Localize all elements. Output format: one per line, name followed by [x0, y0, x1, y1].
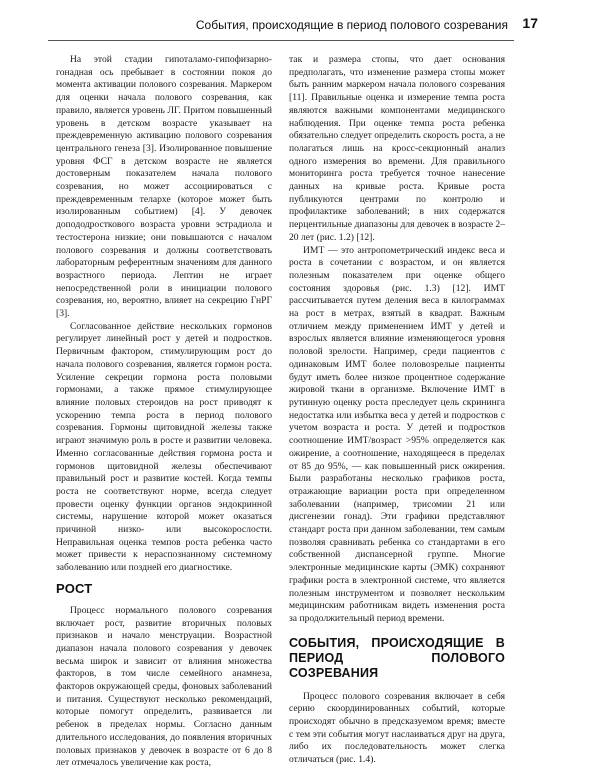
paragraph-puberty-events: Процесс полового созревания включает в себя серию скоординированных событий, которые происходят обычно в предсказуемом время; вместе с тем эти события могут наслаиваться друг на друга, либо их последовательность может слегка отличаться (рис. 1.4).	[289, 690, 505, 766]
page-number: 17	[522, 15, 538, 31]
paragraph-normal-puberty: Процесс нормального полового созревания включает рост, развитие вторичных половых признаков и начало менструации. Возрастной диапазон начала полового созревания у девочек весьма широк и зависит от влияния множества факторов, в том числе семейного анамнеза, факторов окружающей среды, фоновых заболеваний и питания. Существуют несколько рекомендаций, которые помогут определить, развивается ли ребенок в пределах нормы. Согласно данным длительного исследования, до появления вторичных половых признаков у девочек в возрасте от 6 до 8 лет отмечалось увеличение как роста,	[56, 604, 272, 769]
paragraph-bmi: ИМТ — это антропометрический индекс веса и роста в сочетании с возрастом, и он является полезным показателем при оценке общего состояния здоровья (рис. 1.3) [12]. ИМТ рассчитывается путем деления веса в килограммах на рост в метрах, взятый в квадрат. Важным отличием между применением ИМТ у детей и взрослых является влияние изменяющегося уровня половой зрелости. Например, среди пациентов с одинаковым ИМТ более половозрелые пациенты будут иметь более низкое процентное содержание жировой ткани в организме. Включение ИМТ в рутинную оценку роста преследует цель скрининга недостатка или избытка веса у детей и подростков с учетом возраста и роста. У детей и подростков соотношение ИМТ/возраст >95% определяется как ожирение, а соотношение, находящееся в пределах от 85 до 95%, — как повышенный риск ожирения. Были разработаны несколько графиков роста, отражающие вариации роста при определенном заболевании (например, трисомии 21 или дисгенезии гонад). Эти графики представляют стандарт роста при данном заболевании, тем самым позволяя сравнивать ребенка со стандартами в его собственной диспансерной группе. Многие электронные медицинские карты (ЭМК) сохраняют графики роста в электронной системе, что является полезным инструментом и позволяет нескольким медицинским работникам видеть изменения роста за продолжительный период времени.	[289, 244, 505, 624]
section-heading-rost: РОСТ	[56, 580, 93, 596]
section-heading-events: СОБЫТИЯ, ПРОИСХОДЯЩИЕ В ПЕРИОД ПОЛОВОГО СОЗРЕВАНИЯ	[289, 635, 505, 680]
running-header	[0, 0, 600, 44]
paragraph-hormones-growth: Согласованное действие нескольких гормонов регулирует линейный рост у детей и подростков. Первичным фактором, стимулирующим рост до начала полового созревания, является гормон роста. Усиление секреции гормона роста половыми гормонами, а также прямое стимулирующее влияние половых стероидов на рост приводят к ускорению темпа роста в период полового созревания. Гормоны щитовидной железы также играют значимую роль в росте и развитии человека. Именно согласованные действия гормона роста и гормонов щитовидной железы обеспечивают правильный рост и развитие костей. Когда темпы роста не соответствуют норме, всегда следует провести оценку функции органов эндокринной системы, нарушение которой может оказаться причиной низко- или высокорослости. Неправильная оценка темпов роста ребенка часто может привести к нераспознанному системному заболеванию или поздней его диагностике.	[56, 320, 272, 574]
right-column	[289, 54, 505, 767]
paragraph-growth-rate: так и размера стопы, что дает основания предполагать, что изменение размера стопы может быть ранним маркером начала полового созревания [11]. Правильные оценка и измерение темпа роста являются важными компонентами медицинского наблюдения. При оценке темпа роста ребенка обязательно следует определить скорость роста, а не полагаться лишь на кросс-секционный анализ одного измерения во времени. Для правильного мониторинга роста требуется точное нанесение данных на кривые роста. Кривые роста публикуются центрами по контролю и профилактике заболеваний; в них содержатся перцентильные диапазоны для девочек в возрасте 2–20 лет (рис. 1.2) [12].	[289, 54, 505, 243]
header-divider	[48, 40, 514, 41]
running-header-title: События, происходящие в период полового созревания	[195, 18, 508, 32]
left-column	[56, 54, 272, 770]
paragraph-hpg-axis: На этой стадии гипоталамо-гипофизарно-гонадная ось пребывает в состоянии покоя до момента активации полового созревания. Маркером для оценки начала полового созревания, как правило, является уровень ЛГ. Притом повышенный уровень в детском возрасте указывает на преждевременную активацию полового созревания центрального генеза [3]. Изолированное повышение уровня ФСГ в детском возрасте не является достоверным показателем начала полового созревания, но может ассоциироваться с преждевременным телархе (которое может быть изолированным событием) [4]. У девочек допододросткового возраста уровни эстрадиола и тестостерона низкие; они повышаются с началом полового созревания и должны соответствовать лабораторным референтным значениям для данного возрастного периода. Лептин не играет непосредственной роли в инициации полового созревания, но, вероятно, влияет на секрецию ГнРГ [3].	[56, 54, 272, 320]
